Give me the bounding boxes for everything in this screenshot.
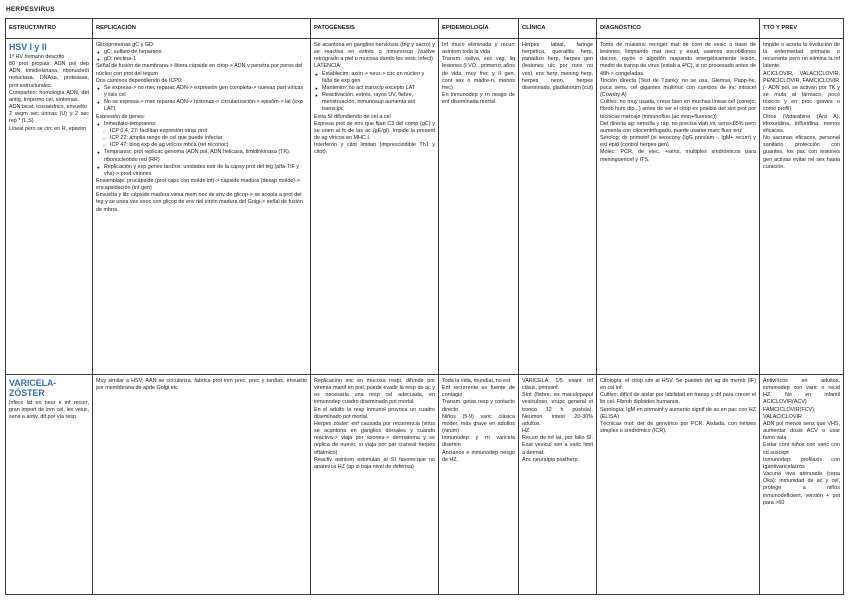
vzv-replic-text: Muy similar a HSV: AAN se circulariza, fabrica prot inm prec, prec y tardías, envuelto por membbrana de apde Golgi etc	[96, 378, 307, 392]
hsv-replic-intro: Glicoproteínas gC y GD:	[96, 42, 155, 48]
hsv-epidem-cell	[439, 39, 519, 375]
vzv-tto-cell	[760, 375, 844, 595]
patog-list	[314, 71, 435, 114]
hsv-clinica-cell	[519, 39, 597, 375]
vzv-tto-text: Antivíricos en adultos, inmunodep con varic o recid HZ. No en infantil ACICLOVIR(ACV) FAMCICLOVIR(FCV), VALACICLOVIR ADN pol menos sens que VHS, aumentar dosis ACV o usar famo vala Evitar cont niños con varic con sd suscept Inmunodep: profilaxis con Igantivaricela/zós Vacuna viva atenuada (cepa Oka): inmunidad de ac y cel, protege a niños inmunodeficient, versión + pot para >60	[763, 378, 840, 506]
hsv-patog-text: Se acantona en ganglios nerviosos (trig y sacro) y se reactiva en estrés o inmunosup (vuelve retrógrado a piel o mucosa dando les vesic infect) LATENCIA:	[314, 42, 435, 70]
hsv-estruct-text: 1º HV humano descrito 80 prot propias: ADN pol dep ADN, timidinkinasa, ribonucleót reductasa, DNAsa, proteasas, prot estructurales. Comparten: homología ADN, det antig, tropismo cel, síntomas. ADN bicat, icosaédrico, envuelto 2 segm sec únicas (U) y 2 sec rep * (L,S) Lineal pero se circ en R, episóm	[9, 54, 89, 132]
hsv-estruct-cell	[6, 39, 93, 375]
header-epidemiologia: EPIDEMIOLOGÍA	[439, 19, 519, 39]
list-item: ● gD: nectina-1	[96, 56, 307, 63]
hsv-replic-p1: Señal de fusión de membrana-> libera cápside en citop-> ADN v penetra por poros del núcleo con prot del tegum	[96, 63, 303, 77]
vzv-diag-cell	[597, 375, 760, 595]
hsv-replic-p4: Ensamblaje: procápside (prot caps con molde int)-> cápside madura (desap molde)-> encapsidación (int gen)	[96, 177, 301, 192]
hsv-name: HSV I y II	[9, 42, 47, 52]
vzv-epidem-cell	[439, 375, 519, 595]
list-item: ● Establecim: axón-> neur-> circ en núcleo y falta de exp gen	[314, 71, 435, 85]
hsv-replic-cell	[93, 39, 311, 375]
hsv-patog-end: Evita SI difundiendo de cel a cel Expresa prot de env que fijan C3 del comp (gC) y se unen al fc de las ac (gE/gI). Impide la present de ag víricos en MHC I. Interferón y citot limitan (imprescindible Th1 y citot).	[314, 113, 435, 156]
vzv-clinica-cell	[519, 375, 597, 595]
hsv-patog-cell	[311, 39, 439, 375]
vzv-patog-text: Replicación inic en mucosa respi, difunde por viremia manif en piel, puede evadir la resp de ac y es necesaria una resp cel adecuada, en inmunodep cuadro diseminado pot mortal. En el adulto la resp inmunol provoca un cuadro diseminado pot mortal. Herpes zóster: enf causada por recurrencia (virus se acantona en ganglios dorsales y cuando reactiva-> viaja por axones-> dermatoma y se replica de nuevo; si viaja por par craneal herpes oftálmico) Reactiv asintom estimulan al SI favorecque no aparezca HZ (ap si baja nivel de defensa)	[314, 378, 435, 470]
hsv-tto-text: Impide o acorta la evolución de la enfermedad primaria o recurrente pero no elimina la inf latente. ACICLOVIR, VALACICLOVIR, PENCICLOVIR, FAMCICLOVIR (- ADN pol, se activan por TK y se muta al fármaco, poco tóxicos y en proc graves o como profil) Otros (Vidarabina (Ara A), idoxuridina, trifluridina, menos eficaces. No vacunas eficaces, personal sanitario protección con guantes, los pac con lesiones gen activas evitar rel sex hasta curación.	[763, 42, 840, 170]
header-estruct: ESTRUCT/INTRO	[6, 19, 93, 39]
hsv-replic-p3: Expresión de genes:	[96, 113, 146, 120]
vzv-patog-cell	[311, 375, 439, 595]
list-item: ● No se expresa-> mec reparac ADN-> histonas-> circularización-> episóm-> lat (exp LAT)	[96, 99, 307, 113]
list-item: ● Tempranos: prot replicac genoma (ADN pol, ADN helicasa, timidinkinasa (TK), ribonucleótido red (RR)	[96, 149, 307, 163]
vzv-clinica-text: VARICELA: 1/5 exant inf clásic, primoinf. Sínt (fiebre, ex maculopapul vesiculoso, erupc general st tronco 12 h pústula). Neumon intest 20-30% adultos. HZ: Recurr de inf lat, por fallo SI. Exat vesicul sim a varic limit a dermat. Anc neuralgia postherp.	[522, 378, 593, 463]
list-item: ● Replicación y exp genes tardíos: unidades estr de la cápsy prot del teg (alfa-TIF y vhs)-> prod viriones	[96, 164, 307, 178]
herpesvirus-table	[5, 18, 844, 595]
list-item: ● gC: sulfato de heparano	[96, 49, 307, 56]
vzv-estruct-text: Infecc lat en neur e inf recurr, gran import de inm cel, les vesic, sens a antiv, dif por vía resp.	[9, 400, 89, 421]
list-item: ● Se expresa-> no mec reparac ADN-> expresión gen completa-> nuevas part víricas y lisis cel	[96, 85, 307, 99]
list-item: ● Reactivación: estrés, rayos UV, fiebre, menstruación, inmunosup aumenta act transcipc	[314, 92, 435, 113]
hsv-epidem-text: Inf muco eliminada y recurr asintom toda la vida Transm: saliva, sec vag, liq lesiones (I VO , primeros años de vida, muy frec y II gen, cont sex o madre-n, menos frec) En inmunodep y rn riesgo de enf diseminada mortal	[442, 42, 515, 106]
vzv-name: VARICELA-ZÓSTER	[9, 378, 57, 398]
vzv-estruct-cell	[6, 375, 93, 595]
genes-list	[96, 121, 307, 178]
vzv-diag-text: Citología: ef citop sim al HSV. Se pueden det ag de memb (IF) en cel inf Cultivo: difícil de aislar por labilidad en transp y dif para crecer el lin cel. Fibrob diploides humanos. Serología: IgM en primoinf y aumento signif de ac en pac con HZ (ELISA) Técnicas mol: det de genvírico por PCR. Aislada, con herpes simplex o síndrómico (ICR).	[600, 378, 756, 435]
vzv-replic-cell	[93, 375, 311, 595]
table-row-hsv	[6, 39, 844, 375]
header-diagnostico: DIAGNÓSTICO	[597, 19, 760, 39]
sub-list-item: ○ ICP 22: amplia rango de cel que puede infectar	[96, 135, 307, 142]
hsv-diag-cell	[597, 39, 760, 375]
glico-list	[96, 49, 307, 63]
sub-list-item: ○ ICP 47: bloq exp de ag víricos mhca (ret reconoc)	[96, 142, 307, 149]
hsv-diag-text: Toma de muestra: recoger mat de cont de vesic o base de lesiones, limpiando mat necr y exud, usamos escobillones dacron, rayón o algodón raspando energéticamente lesión, medio de transp de virus (estab a 4ºC), si no procesado antes de 48h-> congeladas. Tinción directa (Test de Tzank): no se usa, Giemsa, Papp-he, poca sens, cel gigantes multinuc con cuerpos de inc intracel (Cowdry A) Cultivo: no muy usada, crece bien en muchas líneas cel (conejo, fibrob hum dip...) antes de ver el citop es posible det sint prot por técnicas marcaje (inmunofluo (ac mon+fluoresc)) Det directa ag: sencilla y ráp, no precisa viab vir, sens<85% pero aumenta con citocentrifugado, puede usarse marc fluor enz Serolog: dx primoinf (si serocony (IgG previam -, IgM+ recurr) y est epid (control herpes gen) Molec: PCR, de elec, +sens, multiplex síndrómicos para meningoencef y ITS.	[600, 42, 756, 163]
list-item: ● Mantenim: no act transcip excepto LAT	[314, 85, 435, 92]
list-item: ● Inmediato-tempranos:	[96, 121, 307, 128]
header-tto: TTO Y PREV	[760, 19, 844, 39]
table-row-vzv	[6, 375, 844, 595]
header-row	[6, 19, 844, 39]
header-replicacion: REPLICACIÓN	[93, 19, 311, 39]
document-title: HERPESVIRUS	[6, 6, 55, 13]
header-patogenesis: PATOGÉNESIS	[311, 19, 439, 39]
caminos-list	[96, 85, 307, 114]
hsv-tto-cell	[760, 39, 844, 375]
sub-list-item: ○ ICP 0,4, 27: facilitan expresión otras prot	[96, 128, 307, 135]
hsv-replic-p5: Envuelta y lib: cápside madura viesa mem nec de env de glicop-> se acopla a prot del teg y se unea ves exoc con glicop de env del virión madura del Golgi-> señal de fusión de mbna.	[96, 192, 303, 213]
hsv-clinica-text: Herpes labial, faringe herpética, queratitis herp, panadizo herp, herpes gen (lesiones ulc por roce no ves), enc herp, mening herp, herpes neon, herpes diseminado, gladiatorum (cut)	[522, 42, 594, 91]
vzv-epidem-text: Toda la vida, mundial, no est Enf recurrente es fuente de contagio Transm: gotas resp y contacto directo Niños (5-9) varic clásica moder, más grave en adultos (neum) Inmunodep y rn varicela disemin Ancianos e inmunodep riesgo de HZ.	[442, 378, 515, 463]
header-clinica: CLÍNICA	[519, 19, 597, 39]
hsv-replic-p2: Dos caminos dependiendo de ICP0:	[96, 77, 183, 84]
